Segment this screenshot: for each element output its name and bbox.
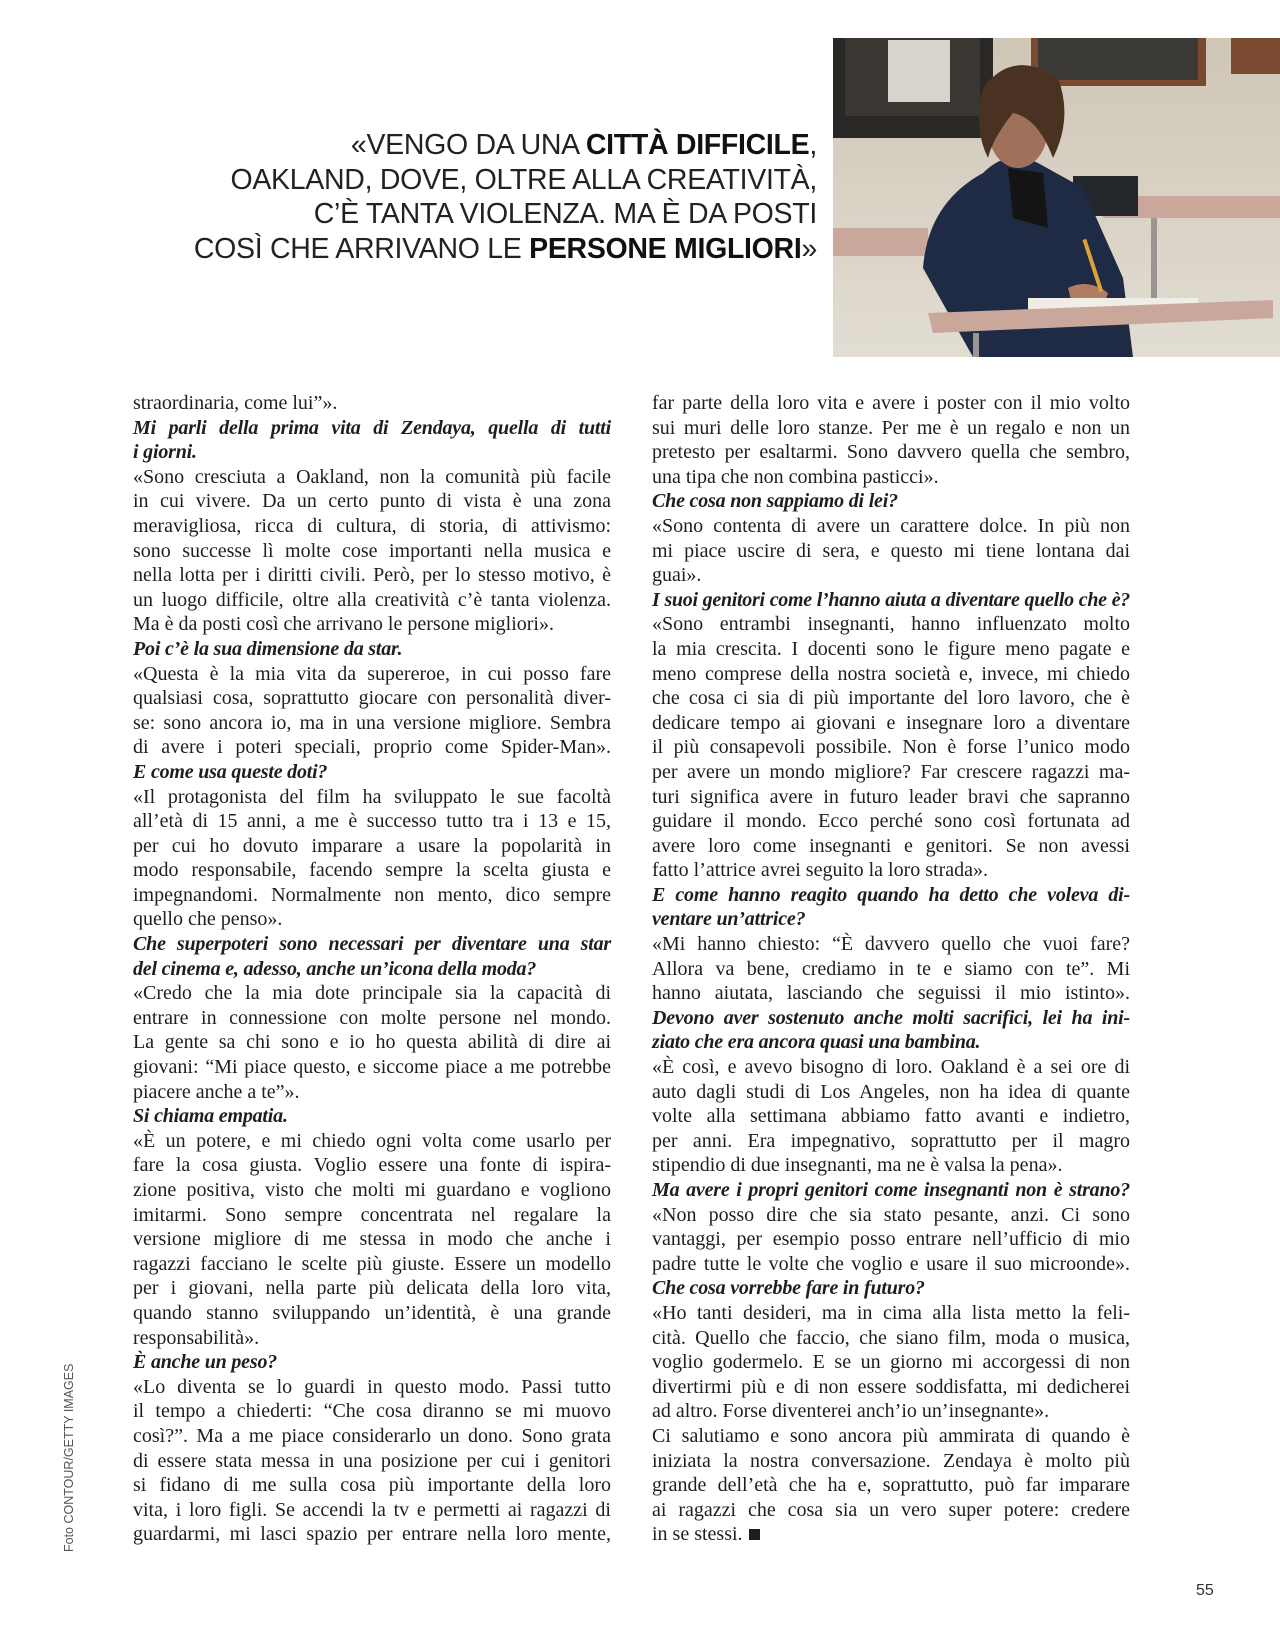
line-text: si fidano di me sulla cosa più importante della loro	[133, 1474, 611, 1497]
line-text: «Credo che la mia dote principale sia la capacità di	[133, 982, 611, 1005]
interview-text-line	[652, 539, 1130, 564]
interview-text-line	[133, 612, 611, 637]
line-text: guidare il mondo. Ecco perché sono così fortunata ad	[652, 810, 1130, 833]
interview-text-line	[652, 858, 1130, 883]
end-of-article-square-icon	[749, 1529, 760, 1540]
line-text: hanno aiutata, lasciando che seguissi il mio istinto».	[652, 982, 1130, 1005]
interview-text-line	[652, 711, 1130, 736]
line-text: Che superpoteri sono necessari per diventare una star	[133, 933, 611, 956]
interview-text-line	[133, 1522, 611, 1547]
interview-text-line	[652, 1424, 1130, 1449]
interview-text-line	[133, 1129, 611, 1154]
line-text: «Sono entrambi insegnanti, hanno influenzato molto	[652, 613, 1130, 636]
line-text: dedicare tempo ai giovani e insegnare loro a diventare	[652, 711, 1130, 734]
interview-text-line	[652, 1350, 1130, 1375]
line-text: sono successe lì molte cose importanti nella musica e	[133, 539, 611, 562]
interview-text-line	[652, 1473, 1130, 1498]
line-text: zione positiva, visto che molti mi guardano e vogliono	[133, 1179, 611, 1201]
interview-text-line	[133, 809, 611, 834]
line-text: giovani: “Mi piace questo, e siccome piace a me potrebbe	[133, 1056, 611, 1079]
pull-quote-text: COSÌ CHE ARRIVANO LE	[193, 232, 530, 265]
article-column-1	[133, 391, 611, 1547]
line-text: quando stanno sviluppando un’identità, è una grande	[133, 1301, 611, 1324]
interview-text-line	[133, 588, 611, 613]
interview-text-line	[652, 514, 1130, 539]
line-text: padre tutte le volte che voglio e usare il suo microonde».	[652, 1252, 1130, 1275]
page-number: 55	[1196, 1582, 1214, 1599]
line-text: Ci salutiamo e sono ancora più ammirata di quando è	[652, 1424, 1130, 1447]
line-text: per cui ho dovuto imparare a usare la popolarità in	[133, 834, 611, 857]
article-column-2	[652, 391, 1130, 1547]
interview-text-line	[133, 785, 611, 810]
line-text: se: sono ancora io, ma in una versione migliore. Sembra	[133, 711, 611, 734]
interview-text-line	[652, 1498, 1130, 1523]
interview-text-line	[652, 1203, 1130, 1228]
line-text: fare la cosa giusta. Voglio essere una fonte di ispira-	[133, 1154, 611, 1177]
line-text: E come hanno reagito quando ha detto che voleva di-	[652, 883, 1130, 906]
interview-text-line	[133, 981, 611, 1006]
interview-text-line	[133, 1424, 611, 1449]
line-text: E come usa queste doti?	[133, 760, 328, 783]
line-text: il più consapevoli possibile. Non è forse l’unico modo	[652, 736, 1130, 759]
line-text: per anni. Era impegnativo, soprattutto per il magro	[652, 1129, 1130, 1152]
pull-quote-line	[57, 197, 817, 232]
interview-text-line	[652, 440, 1130, 465]
line-text: «Mi hanno chiesto: “È davvero quello che vuoi fare?	[652, 933, 1130, 956]
interview-text-line	[133, 1252, 611, 1277]
interview-text-line	[652, 465, 1130, 490]
interview-text-line	[652, 612, 1130, 637]
line-text: il tempo a chiederti: “Che cosa diranno se mi muovo	[133, 1400, 611, 1423]
interview-question-line	[652, 588, 1130, 613]
interview-text-line	[652, 981, 1130, 1006]
line-text: meravigliosa, ricca di cultura, di storia, di attivismo:	[133, 514, 611, 537]
interview-question-line	[133, 416, 611, 441]
interview-question-line	[133, 637, 611, 662]
interview-question-line	[133, 1104, 611, 1129]
line-text: iniziata la nostra conversazione. Zendaya è molto più	[652, 1449, 1130, 1472]
line-text: sui muri delle loro stanze. Per me è un regalo e non un	[652, 416, 1130, 439]
line-text: cità. Quello che faccio, che siano film, moda o musica,	[652, 1326, 1130, 1349]
interview-question-line	[133, 932, 611, 957]
line-text: «Il protagonista del film ha sviluppato le sue facoltà	[133, 785, 611, 808]
interview-text-line	[133, 465, 611, 490]
interview-text-line	[133, 1080, 611, 1105]
interview-text-line	[133, 489, 611, 514]
interview-text-line	[133, 662, 611, 687]
interview-text-line	[133, 1030, 611, 1055]
line-text: per i giovani, nella parte più delicata della loro vita,	[133, 1277, 611, 1300]
line-text: di avere i poteri speciali, proprio come Spider-Man».	[133, 736, 611, 759]
interview-text-line	[133, 539, 611, 564]
line-text: ragazzi facciano le scelte più giuste. Essere un modello	[133, 1252, 611, 1275]
line-text: Che cosa non sappiamo di lei?	[652, 490, 898, 513]
line-text: un luogo difficile, oltre alla creatività c’è tanta violenza.	[133, 588, 611, 611]
line-text: pretesto per esaltarmi. Sono davvero quella che sembro,	[652, 441, 1130, 464]
interview-text-line	[133, 686, 611, 711]
line-text: I suoi genitori come l’hanno aiuta a diventare quello che è?	[652, 588, 1130, 611]
interview-text-line	[133, 1301, 611, 1326]
interview-text-line	[652, 1301, 1130, 1326]
interview-text-line	[652, 1227, 1130, 1252]
interview-text-line	[133, 1178, 611, 1203]
interview-text-line	[133, 1203, 611, 1228]
interview-text-line	[652, 932, 1130, 957]
interview-text-line	[652, 563, 1130, 588]
line-text: imitarmi. Sono sempre concentrata nel regalare la	[133, 1203, 611, 1226]
interview-text-line	[133, 711, 611, 736]
interview-text-line	[652, 1449, 1130, 1474]
interview-text-line	[652, 735, 1130, 760]
interview-text-line	[133, 907, 611, 932]
interview-text-line	[133, 1006, 611, 1031]
interview-text-line	[652, 1522, 1130, 1547]
line-text: Ma è da posti così che arrivano le persone migliori».	[133, 613, 554, 636]
interview-text-line	[133, 1276, 611, 1301]
line-text: grande dell’età che ha e, soprattutto, può far imparare	[652, 1474, 1130, 1497]
interview-question-line	[133, 957, 611, 982]
line-text: straordinaria, come lui”».	[133, 392, 338, 414]
line-text: stipendio di due insegnanti, ma ne è valsa la pena».	[652, 1154, 1063, 1177]
line-text: ziato che era ancora quasi una bambina.	[652, 1031, 981, 1054]
interview-text-line	[652, 1129, 1130, 1154]
interview-question-line	[652, 1276, 1130, 1301]
line-text: guardarmi, mi lasci spazio per entrare nella loro mente,	[133, 1523, 611, 1546]
line-text: volte alla settimana abbiamo fatto avanti e indietro,	[652, 1105, 1130, 1128]
line-text: guai».	[652, 564, 702, 587]
line-text: Mi parli della prima vita di Zendaya, quella di tutti	[133, 416, 611, 439]
line-text: «Sono cresciuta a Oakland, non la comunità più facile	[133, 465, 611, 488]
interview-text-line	[133, 514, 611, 539]
interview-text-line	[652, 416, 1130, 441]
line-text: per avere un mondo migliore? Far crescere ragazzi ma-	[652, 760, 1130, 783]
interview-text-line	[652, 1399, 1130, 1424]
interview-question-line	[652, 489, 1130, 514]
interview-text-line	[652, 785, 1130, 810]
interview-question-line	[652, 1178, 1130, 1203]
line-text: «Questa è la mia vita da supereroe, in cui posso fare	[133, 662, 611, 685]
line-text: impegnandomi. Normalmente non mento, dico sempre	[133, 883, 611, 906]
interview-text-line	[133, 1153, 611, 1178]
interview-question-line	[652, 883, 1130, 908]
line-text: responsabilità».	[133, 1326, 260, 1349]
line-text: mi piace uscire di sera, e questo mi tiene lontana dai	[652, 539, 1130, 562]
interview-question-line	[133, 440, 611, 465]
interview-text-line	[133, 858, 611, 883]
line-text: nella lotta per i diritti civili. Però, per lo stesso motivo, è	[133, 564, 611, 587]
pull-quote-emphasis: PERSONE MIGLIORI	[529, 232, 802, 265]
line-text: «È così, e avevo bisogno di loro. Oakland è a sei ore di	[652, 1056, 1130, 1079]
interview-question-line	[652, 1006, 1130, 1031]
line-text: ventare un’attrice?	[652, 908, 806, 931]
line-text: in se stessi.	[652, 1523, 743, 1546]
line-text: Si chiama empatia.	[133, 1105, 288, 1128]
line-text: del cinema e, adesso, anche un’icona della moda?	[133, 957, 537, 980]
interview-text-line	[652, 957, 1130, 982]
pull-quote-text: «VENGO DA UNA	[350, 129, 586, 161]
line-text: versione migliore di me stessa in modo che anche i	[133, 1228, 611, 1251]
line-text: divertirmi più e di non essere soddisfatta, mi dedicherei	[652, 1375, 1130, 1398]
line-text: di essere stata messa in una posizione per cui i genitori	[133, 1449, 611, 1472]
line-text: Allora va bene, crediamo in te e siamo con te”. Mi	[652, 957, 1130, 980]
interview-text-line	[133, 1055, 611, 1080]
interview-text-line	[652, 1375, 1130, 1400]
line-text: «Non posso dire che sia stato pesante, anzi. Ci sono	[652, 1203, 1130, 1226]
line-text: entrare in connessione con molte persone nel mondo.	[133, 1006, 611, 1029]
pull-quote-text: ,	[809, 129, 817, 161]
line-text: in cui vivere. Da un certo punto di vista è una zona	[133, 490, 611, 513]
interview-text-line	[652, 1153, 1130, 1178]
interview-text-line	[652, 1252, 1130, 1277]
interview-text-line	[652, 760, 1130, 785]
line-text: che cosa ci sia di più importante del loro lavoro, che è	[652, 687, 1130, 710]
line-text: far parte della loro vita e avere i poster con il mio volto	[652, 392, 1130, 414]
interview-text-line	[652, 662, 1130, 687]
pull-quote-line	[57, 163, 817, 198]
line-text: qualsiasi cosa, soprattutto giocare con personalità diver-	[133, 687, 611, 710]
interview-text-line	[652, 637, 1130, 662]
interview-text-line	[652, 686, 1130, 711]
line-text: all’età di 15 anni, a me è successo tutto tra i 13 e 15,	[133, 810, 611, 833]
interview-question-line	[652, 907, 1130, 932]
line-text: ad altro. Forse diventerei anch’io un’insegnante».	[652, 1400, 1050, 1423]
pull-quote-text: C’È TANTA VIOLENZA. MA È DA POSTI	[313, 198, 817, 230]
interview-text-line	[133, 883, 611, 908]
interview-question-line	[133, 760, 611, 785]
line-text: turi significa avere in futuro leader bravi che sapranno	[652, 785, 1130, 808]
interview-text-line	[133, 1498, 611, 1523]
interview-text-line	[133, 735, 611, 760]
line-text: La gente sa chi sono e io ho questa abilità di dire ai	[133, 1031, 611, 1054]
interview-text-line	[652, 809, 1130, 834]
line-text: voglio godermelo. E se un giorno mi accorgessi di non	[652, 1351, 1130, 1374]
line-text: Devono aver sostenuto anche molti sacrifici, lei ha ini-	[652, 1006, 1130, 1029]
line-text: la mia crescita. I docenti sono le figure meno pagate e	[652, 637, 1130, 660]
interview-text-line	[652, 1104, 1130, 1129]
line-text: «Lo diventa se lo guardi in questo modo. Passi tutto	[133, 1375, 611, 1398]
line-text: ai ragazzi che cosa sia un vero super potere: credere	[652, 1498, 1130, 1521]
line-text: i giorni.	[133, 441, 197, 464]
interview-question-line	[133, 1350, 611, 1375]
interview-text-line	[133, 834, 611, 859]
line-text: piacere anche a te”».	[133, 1080, 300, 1103]
pull-quote-line	[57, 128, 817, 163]
pull-quote-line	[57, 232, 817, 267]
interview-text-line	[652, 1326, 1130, 1351]
line-text: vita, i loro figli. Se accendi la tv e permetti ai ragazzi di	[133, 1498, 611, 1521]
interview-question-line	[652, 1030, 1130, 1055]
interview-text-line	[133, 1375, 611, 1400]
line-text: vantaggi, per esempio posso entrare nell’ufficio di mio	[652, 1228, 1130, 1251]
interview-text-line	[133, 1473, 611, 1498]
line-text: meno comprese della nostra società e, invece, mi chiedo	[652, 662, 1130, 685]
article-photo	[833, 38, 1280, 357]
interview-text-line	[133, 563, 611, 588]
interview-text-line	[133, 1399, 611, 1424]
pull-quote-text: »	[801, 232, 817, 265]
line-text: È anche un peso?	[133, 1351, 278, 1374]
pull-quote-emphasis: CITTÀ DIFFICILE	[585, 129, 810, 161]
line-text: modo responsabile, facendo sempre la scelta giusta e	[133, 859, 611, 882]
line-text: fatto l’attrice avrei seguito la loro strada».	[652, 859, 988, 882]
line-text: quello che penso».	[133, 908, 283, 931]
interview-text-line	[133, 391, 611, 416]
line-text: «Ho tanti desideri, ma in cima alla lista metto la feli-	[652, 1301, 1130, 1324]
line-text: avere loro come insegnanti e genitori. Se non avessi	[652, 834, 1130, 857]
pull-quote-text: OAKLAND, DOVE, OLTRE ALLA CREATIVITÀ,	[230, 163, 817, 196]
line-text: Ma avere i propri genitori come insegnanti non è strano?	[652, 1179, 1130, 1201]
photo-credit: Foto CONTOUR/GETTY IMAGES	[62, 1363, 76, 1552]
interview-text-line	[652, 1055, 1130, 1080]
interview-text-line	[133, 1326, 611, 1351]
line-text: auto dagli studi di Los Angeles, non ha idea di quante	[652, 1080, 1130, 1103]
line-text: Che cosa vorrebbe fare in futuro?	[652, 1277, 925, 1300]
line-text: una tipa che non combina pasticci».	[652, 465, 939, 488]
interview-text-line	[133, 1227, 611, 1252]
interview-text-line	[652, 391, 1130, 416]
pull-quote	[57, 128, 817, 266]
line-text: «È un potere, e mi chiedo ogni volta come usarlo per	[133, 1129, 611, 1152]
line-text: «Sono contenta di avere un carattere dolce. In più non	[652, 514, 1130, 537]
interview-text-line	[652, 1080, 1130, 1105]
interview-text-line	[133, 1449, 611, 1474]
interview-text-line	[652, 834, 1130, 859]
line-text: così?”. Ma a me piace considerarlo un dono. Sono grata	[133, 1424, 611, 1447]
line-text: Poi c’è la sua dimensione da star.	[133, 637, 403, 660]
photo-illustration	[833, 38, 1280, 357]
